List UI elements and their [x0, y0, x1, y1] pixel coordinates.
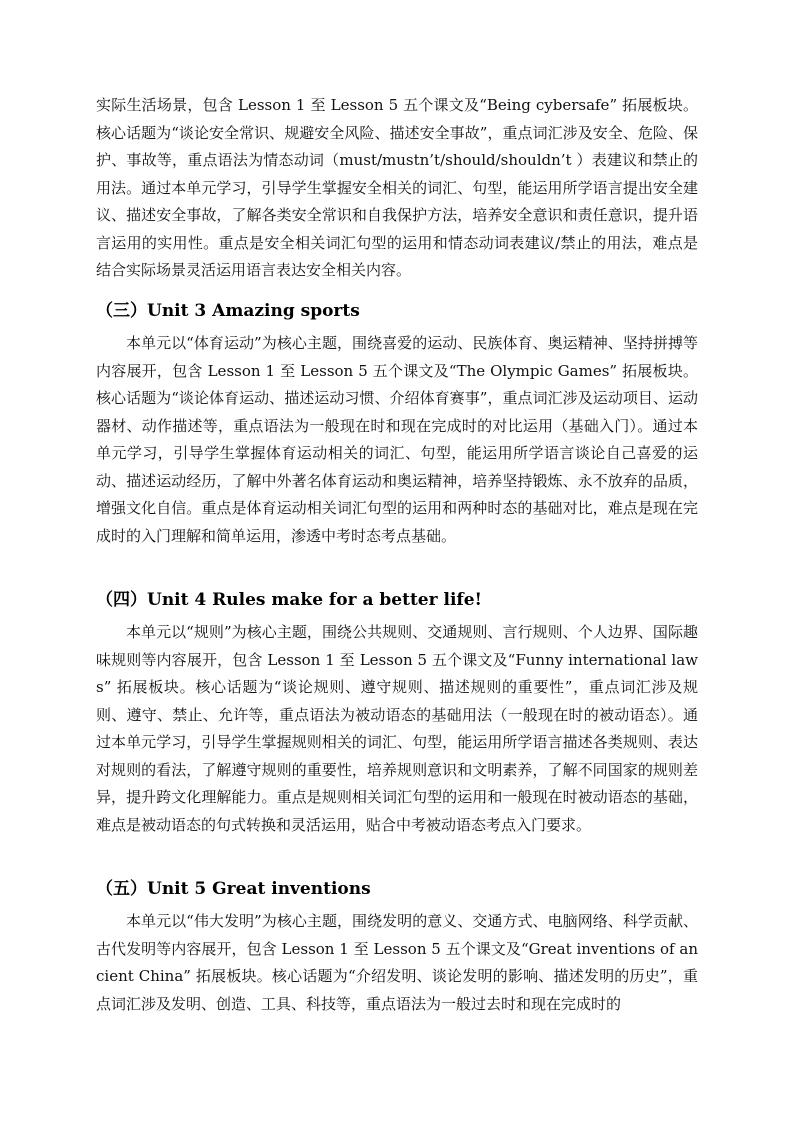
section-heading-unit-5: （五）Unit 5 Great inventions	[96, 879, 371, 899]
section-heading-unit-3: （三）Unit 3 Amazing sports	[96, 301, 360, 321]
section-paragraph-unit-3: 本单元以“体育运动”为核心主题，围绕喜爱的运动、民族体育、奥运精神、坚持拼搏等内容展开，包含 Lesson 1 至 Lesson 5 五个课文及“The Olympic Games” 拓展板块。核心话题为“谈论体育运动、描述运动习惯、介绍体育赛事”，重点词汇涉及运动项目、运动器材、动作描述等，重点语法为一般现在时和现在完成时的对比运用（基础入门）。通过本单元学习，引导学生掌握体育运动相关的词汇、句型，能运用所学语言谈论自己喜爱的运动、描述运动经历，了解中外著名体育运动和奥运精神，培养坚持锻炼、永不放弃的品质，增强文化自信。重点是体育运动相关词汇句型的运用和两种时态的基础对比，难点是现在完成时的入门理解和简单运用，渗透中考时态考点基础。	[96, 334, 698, 545]
section-body-unit-3	[96, 330, 698, 550]
intro-paragraph: 实际生活场景，包含 Lesson 1 至 Lesson 5 五个课文及“Being cybersafe” 拓展板块。核心话题为“谈论安全常识、规避安全风险、描述安全事故”，重点词汇涉及安全、危险、保护、事故等，重点语法为情态动词（must/mustn’t/should/shouldn’t ）表建议和禁止的用法。通过本单元学习，引导学生掌握安全相关的词汇、句型，能运用所学语言提出安全建议、描述安全事故，了解各类安全常识和自我保护方法，培养安全意识和责任意识，提升语言运用的实用性。重点是安全相关词汇句型的运用和情态动词表建议/禁止的用法，难点是结合实际场景灵活运用语言表达安全相关内容。	[96, 96, 698, 279]
intro-paragraph-block	[96, 92, 698, 285]
section-paragraph-unit-5: 本单元以“伟大发明”为核心主题，围绕发明的意义、交通方式、电脑网络、科学贡献、古代发明等内容展开，包含 Lesson 1 至 Lesson 5 五个课文及“Great inventions of ancient China” 拓展板块。核心话题为“介绍发明、谈论发明的影响、描述发明的历史”，重点词汇涉及发明、创造、工具、科技等，重点语法为一般过去时和现在完成时的	[96, 912, 698, 1013]
section-paragraph-unit-4: 本单元以“规则”为核心主题，围绕公共规则、交通规则、言行规则、个人边界、国际趣味规则等内容展开，包含 Lesson 1 至 Lesson 5 五个课文及“Funny international laws” 拓展板块。核心话题为“谈论规则、遵守规则、描述规则的重要性”，重点词汇涉及规则、遵守、禁止、允许等，重点语法为被动语态的基础用法（一般现在时的被动语态）。通过本单元学习，引导学生掌握规则相关的词汇、句型，能运用所学语言描述各类规则、表达对规则的看法，了解遵守规则的重要性，培养规则意识和文明素养，了解不同国家的规则差异，提升跨文化理解能力。重点是规则相关词汇句型的运用和一般现在时被动语态的基础，难点是被动语态的句式转换和灵活运用，贴合中考被动语态考点入门要求。	[96, 623, 698, 834]
section-heading-unit-4: （四）Unit 4 Rules make for a better life!	[96, 590, 482, 610]
section-body-unit-4	[96, 619, 698, 839]
section-body-unit-5	[96, 908, 698, 1018]
